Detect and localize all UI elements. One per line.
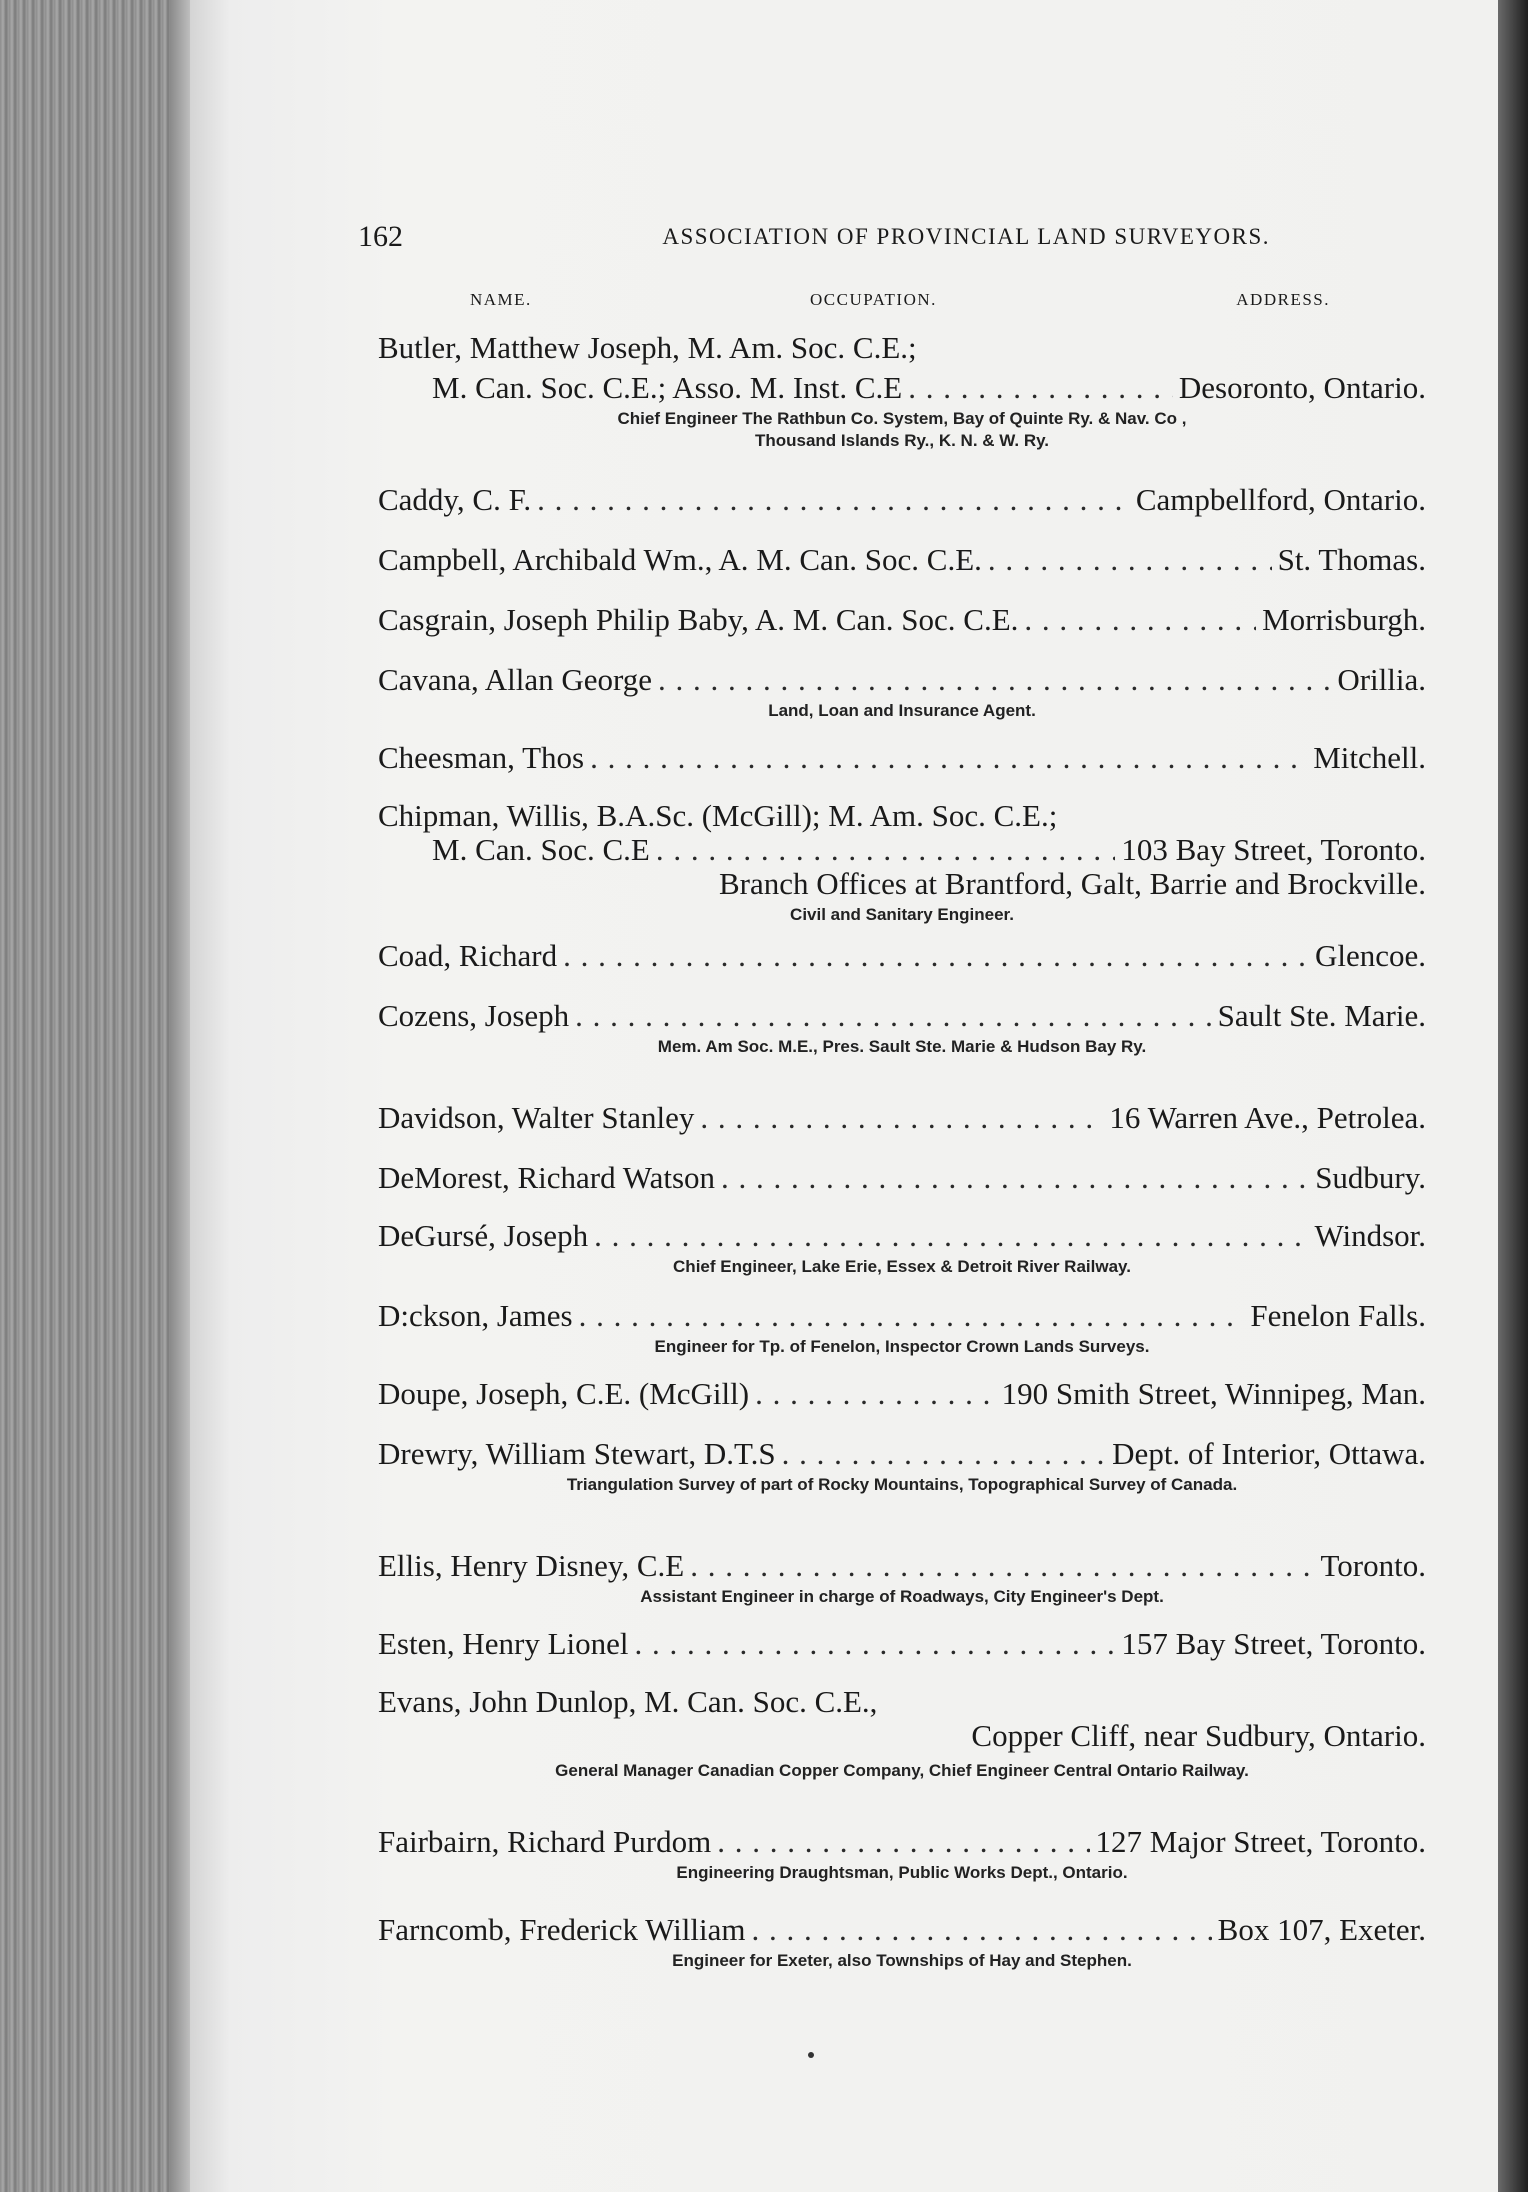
entry-address: 127 Major Street, Toronto. — [1095, 1824, 1426, 1859]
dot-leader — [635, 1624, 1116, 1664]
list-item — [378, 1624, 1426, 1664]
entry-name: Esten, Henry Lionel — [378, 1626, 629, 1661]
list-item — [378, 738, 1426, 778]
dot-leader — [717, 1822, 1089, 1862]
list-item — [378, 540, 1426, 580]
entry-note: Thousand Islands Ry., K. N. & W. Ry. — [754, 431, 1050, 450]
entry-address: Fenelon Falls. — [1250, 1298, 1426, 1333]
entry-name: Cavana, Allan George — [378, 662, 653, 697]
entry-address: 190 Smith Street, Winnipeg, Man. — [1001, 1376, 1426, 1411]
entry-address: 16 Warren Ave., Petrolea. — [1109, 1100, 1426, 1135]
list-item — [378, 480, 1426, 520]
entry-note: Chief Engineer, Lake Erie, Essex & Detroit River Railway. — [673, 1257, 1131, 1276]
entry-name: Caddy, C. F. — [378, 482, 532, 517]
entry-note: Engineering Draughtsman, Public Works Dept., Ontario. — [676, 1863, 1128, 1882]
column-heading-address: ADDRESS. — [1236, 290, 1330, 309]
dot-leader — [752, 1910, 1212, 1950]
entry-note: Land, Loan and Insurance Agent. — [768, 701, 1036, 720]
entry-address: Desoronto, Ontario. — [1178, 370, 1426, 405]
entry-address: Orillia. — [1337, 662, 1426, 697]
entry-note: Triangulation Survey of part of Rocky Mountains, Topographical Survey of Canada. — [566, 1475, 1238, 1494]
entry-name: Evans, John Dunlop, M. Can. Soc. C.E., — [378, 1684, 878, 1719]
entry-address: Toronto. — [1320, 1548, 1426, 1583]
dot-leader — [690, 1546, 1314, 1586]
list-item — [378, 1216, 1426, 1278]
entry-name: Campbell, Archibald Wm., A. M. Can. Soc. C.E. — [378, 542, 982, 577]
dot-leader — [579, 1296, 1245, 1336]
entry-name: Drewry, William Stewart, D.T.S — [378, 1436, 776, 1471]
dot-leader — [988, 540, 1272, 580]
entry-name: Ellis, Henry Disney, C.E — [378, 1548, 685, 1583]
entry-name: Farncomb, Frederick William — [378, 1912, 746, 1947]
list-item — [378, 1098, 1426, 1138]
entry-name: Butler, Matthew Joseph, M. Am. Soc. C.E.; — [378, 330, 917, 365]
entry-name-continued: M. Can. Soc. C.E.; Asso. M. Inst. C.E — [432, 370, 903, 405]
list-item — [378, 1822, 1426, 1884]
list-item — [378, 796, 1426, 926]
column-headings — [470, 290, 1330, 314]
dot-leader — [908, 368, 1173, 408]
entry-address: Morrisburgh. — [1262, 602, 1426, 637]
entry-address: 157 Bay Street, Toronto. — [1121, 1626, 1426, 1661]
dot-leader — [658, 660, 1331, 700]
list-item — [378, 1682, 1426, 1782]
entry-address: St. Thomas. — [1277, 542, 1426, 577]
page-number: 162 — [358, 220, 403, 253]
entry-name: DeMorest, Richard Watson — [378, 1160, 716, 1195]
entry-name: Cozens, Joseph — [378, 998, 570, 1033]
dot-leader — [594, 1216, 1308, 1256]
entry-name-continued: M. Can. Soc. C.E — [432, 832, 650, 867]
list-item — [378, 1374, 1426, 1414]
entry-address: Dept. of Interior, Ottawa. — [1112, 1436, 1426, 1471]
entry-note: General Manager Canadian Copper Company, Chief Engineer Central Ontario Railway. — [555, 1761, 1249, 1780]
running-title: ASSOCIATION OF PROVINCIAL LAND SURVEYORS. — [662, 224, 1270, 249]
entry-note: Assistant Engineer in charge of Roadways, City Engineer's Dept. — [640, 1587, 1164, 1606]
list-item — [378, 328, 1426, 452]
entry-name: Casgrain, Joseph Philip Baby, A. M. Can. Soc. C.E. — [378, 602, 1019, 637]
entry-address: Sudbury. — [1315, 1160, 1426, 1195]
page-header — [358, 220, 1270, 260]
entry-name: Fairbairn, Richard Purdom — [378, 1824, 712, 1859]
dot-leader — [700, 1098, 1103, 1138]
entry-address: 103 Bay Street, Toronto. — [1121, 832, 1426, 867]
column-heading-name: NAME. — [470, 290, 532, 309]
dot-leader — [755, 1374, 996, 1414]
entry-address: Sault Ste. Marie. — [1217, 998, 1426, 1033]
entry-name: D:ckson, James — [378, 1298, 573, 1333]
list-item — [378, 1546, 1426, 1608]
dot-leader — [721, 1158, 1309, 1198]
book-edge-right — [1498, 0, 1528, 2192]
book-edge-left — [0, 0, 190, 2192]
list-item — [378, 1296, 1426, 1358]
entry-address: Windsor. — [1314, 1218, 1426, 1253]
entry-branch-offices: Branch Offices at Brantford, Galt, Barrie and Brockville. — [718, 866, 1426, 901]
entry-note: Mem. Am Soc. M.E., Pres. Sault Ste. Marie & Hudson Bay Ry. — [657, 1037, 1147, 1056]
entry-note: Chief Engineer The Rathbun Co. System, Bay of Quinte Ry. & Nav. Co , — [617, 409, 1187, 428]
entry-address: Box 107, Exeter. — [1217, 1912, 1426, 1947]
list-item — [378, 996, 1426, 1058]
dot-leader — [537, 480, 1130, 520]
entry-note: Engineer for Tp. of Fenelon, Inspector Crown Lands Surveys. — [654, 1337, 1150, 1356]
entry-note: Engineer for Exeter, also Townships of Hay and Stephen. — [672, 1951, 1132, 1970]
list-item — [378, 936, 1426, 976]
entry-name: Davidson, Walter Stanley — [378, 1100, 695, 1135]
entry-address: Copper Cliff, near Sudbury, Ontario. — [971, 1718, 1426, 1753]
list-item — [378, 1434, 1426, 1496]
list-item — [378, 600, 1426, 640]
dot-leader — [1024, 600, 1256, 640]
entry-name: Coad, Richard — [378, 938, 558, 973]
entry-address: Mitchell. — [1313, 740, 1426, 775]
dot-leader — [575, 996, 1211, 1036]
dot-leader — [590, 738, 1307, 778]
list-item — [378, 1910, 1426, 1972]
column-heading-occupation: OCCUPATION. — [810, 290, 937, 309]
dot-leader — [782, 1434, 1107, 1474]
entry-note: Civil and Sanitary Engineer. — [790, 905, 1014, 924]
entry-address: Glencoe. — [1314, 938, 1426, 973]
list-item — [378, 660, 1426, 722]
entry-address: Campbellford, Ontario. — [1135, 482, 1426, 517]
entry-name: Cheesman, Thos — [378, 740, 585, 775]
dot-leader — [563, 936, 1309, 976]
list-item — [378, 1158, 1426, 1198]
entry-name: Chipman, Willis, B.A.Sc. (McGill); M. Am. Soc. C.E.; — [378, 798, 1058, 833]
entry-name: Doupe, Joseph, C.E. (McGill) — [378, 1376, 750, 1411]
ink-dot — [808, 2052, 814, 2058]
entry-name: DeGursé, Joseph — [378, 1218, 589, 1253]
